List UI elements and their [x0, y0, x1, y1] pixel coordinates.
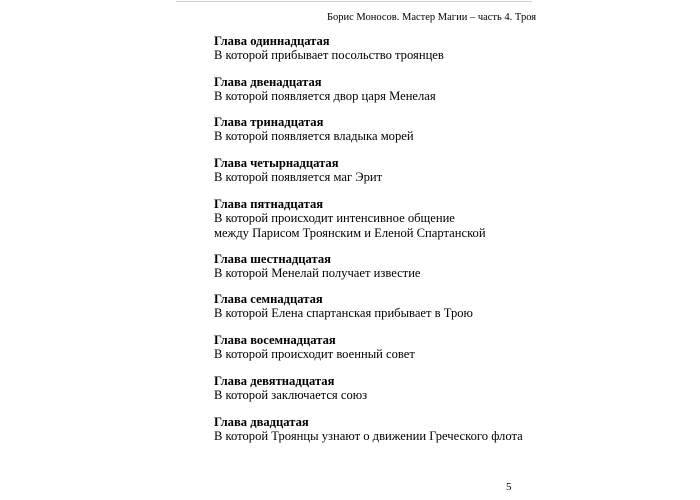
chapter-title: Глава четырнадцатая [214, 156, 339, 171]
chapter-description: В которой появляется маг Эрит [214, 170, 383, 185]
chapter-description: В которой появляется двор царя Менелая [214, 88, 436, 103]
running-header: Борис Моносов. Мастер Магии – часть 4. Троя [327, 12, 537, 23]
chapter-entry [214, 197, 634, 252]
table-of-contents [214, 34, 634, 455]
chapter-entry [214, 34, 634, 75]
chapter-description: В которой прибывает посольство троянцев [214, 48, 444, 62]
chapter-entry [214, 75, 634, 116]
chapter-entry [214, 115, 634, 156]
chapter-title: Глава восемнадцатая [214, 333, 336, 348]
chapter-entry [214, 374, 634, 415]
chapter-entry [214, 333, 634, 374]
chapter-entry [214, 252, 634, 293]
chapter-entry [214, 292, 634, 333]
chapter-entry [214, 156, 634, 197]
chapter-description: В которой происходит интенсивное общение между Парисом Троянским и Еленой Спартанской [214, 210, 486, 241]
chapter-title: Глава тринадцатая [214, 115, 324, 130]
chapter-title: Глава шестнадцатая [214, 251, 331, 266]
chapter-title: Глава двадцатая [214, 414, 309, 429]
chapter-description: В которой Елена спартанская прибывает в Трою [214, 306, 473, 321]
chapter-title: Глава девятнадцатая [214, 373, 335, 388]
chapter-description: В которой заключается союз [214, 387, 368, 402]
chapter-title: Глава двенадцатая [214, 74, 322, 89]
header-rule [176, 1, 532, 2]
chapter-title: Глава пятнадцатая [214, 196, 324, 211]
chapter-entry [214, 415, 634, 456]
chapter-title: Глава одиннадцатая [214, 34, 330, 48]
chapter-description: В которой Менелай получает известие [214, 265, 421, 280]
chapter-description: В которой Троянцы узнают о движении Греческого флота [214, 428, 523, 443]
chapter-title: Глава семнадцатая [214, 292, 323, 307]
chapter-description: В которой происходит военный совет [214, 347, 415, 362]
chapter-description: В которой появляется владыка морей [214, 129, 414, 144]
page-number: 5 [506, 481, 512, 493]
